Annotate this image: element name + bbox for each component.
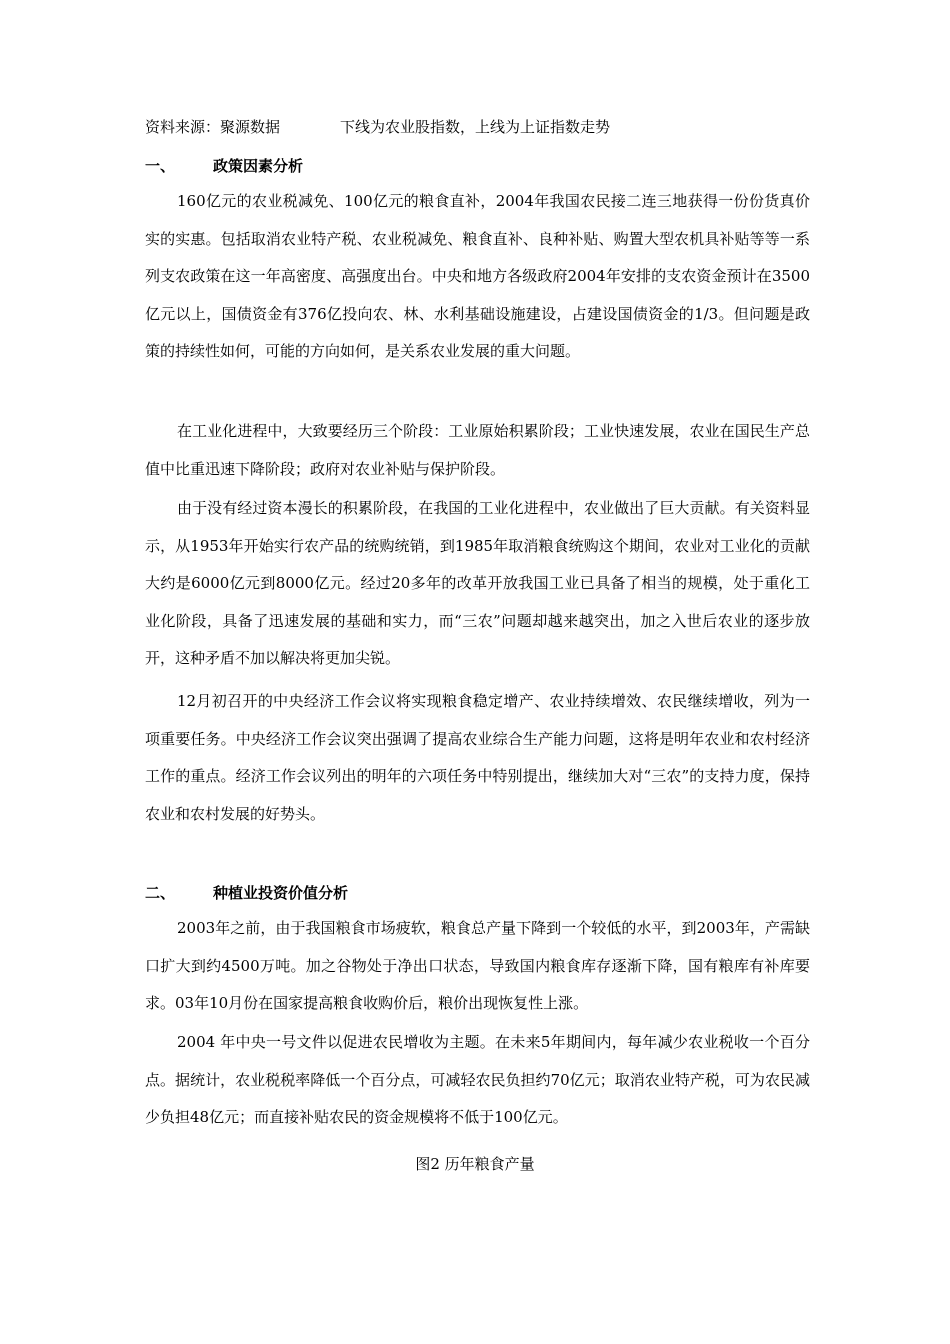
source-label: 资料来源：聚源数据 [145, 118, 281, 136]
section-heading-planting [145, 882, 348, 903]
paragraph: 2003年之前，由于我国粮食市场疲软，粮食总产量下降到一个较低的水平，到2003年，产需缺口扩大到约4500万吨。加之谷物处于净出口状态，导致国内粮食库存逐渐下降，国有粮库有补库要求。03年10月份在国家提高粮食收购价后，粮价出现恢复性上涨。 [145, 919, 810, 1013]
paragraph: 160亿元的农业税减免、100亿元的粮食直补，2004年我国农民接二连三地获得一份份货真价实的实惠。包括取消农业特产税、农业税减免、粮食直补、良种补贴、购置大型农机具补贴等等一系列支农政策在这一年高密度、高强度出台。中央和地方各级政府2004年安排的支农资金预计在3500亿元以上，国债资金有376亿投向农、林、水利基础设施建设，占建设国债资金的1/3。但问题是政策的持续性如何，可能的方向如何，是关系农业发展的重大问题。 [145, 192, 810, 361]
section-title: 种植业投资价值分析 [213, 884, 349, 902]
section-heading-policy [145, 155, 303, 176]
section-title: 政策因素分析 [213, 157, 304, 175]
figure-caption: 图2 历年粮食产量 [415, 1155, 535, 1173]
paragraph: 2004 年中央一号文件以促进农民增收为主题。在未来5年期间内，每年减少农业税收一个百分点。据统计，农业税税率降低一个百分点，可减轻农民负担约70亿元；取消农业特产税，可为农民减少负担48亿元；而直接补贴农民的资金规模将不低于100亿元。 [145, 1033, 810, 1127]
paragraph: 在工业化进程中，大致要经历三个阶段：工业原始积累阶段；工业快速发展，农业在国民生产总值中比重迅速下降阶段；政府对农业补贴与保护阶段。 [145, 422, 810, 478]
section-number: 一、 [145, 157, 176, 175]
source-line [145, 116, 610, 137]
section-number: 二、 [145, 884, 176, 902]
paragraph: 12月初召开的中央经济工作会议将实现粮食稳定增产、农业持续增效、农民继续增收，列为一项重要任务。中央经济工作会议突出强调了提高农业综合生产能力问题，这将是明年农业和农村经济工作的重点。经济工作会议列出的明年的六项任务中特别提出，继续加大对“三农”的支持力度，保持农业和农村发展的好势头。 [145, 692, 810, 823]
chart-caption: 下线为农业股指数，上线为上证指数走势 [340, 118, 611, 136]
paragraph: 由于没有经过资本漫长的积累阶段，在我国的工业化进程中，农业做出了巨大贡献。有关资料显示，从1953年开始实行农产品的统购统销，到1985年取消粮食统购这个期间，农业对工业化的贡献大约是6000亿元到8000亿元。经过20多年的改革开放我国工业已具备了相当的规模，处于重化工业化阶段，具备了迅速发展的基础和实力，而“三农”问题却越来越突出，加之入世后农业的逐步放开，这种矛盾不加以解决将更加尖锐。 [145, 499, 810, 668]
